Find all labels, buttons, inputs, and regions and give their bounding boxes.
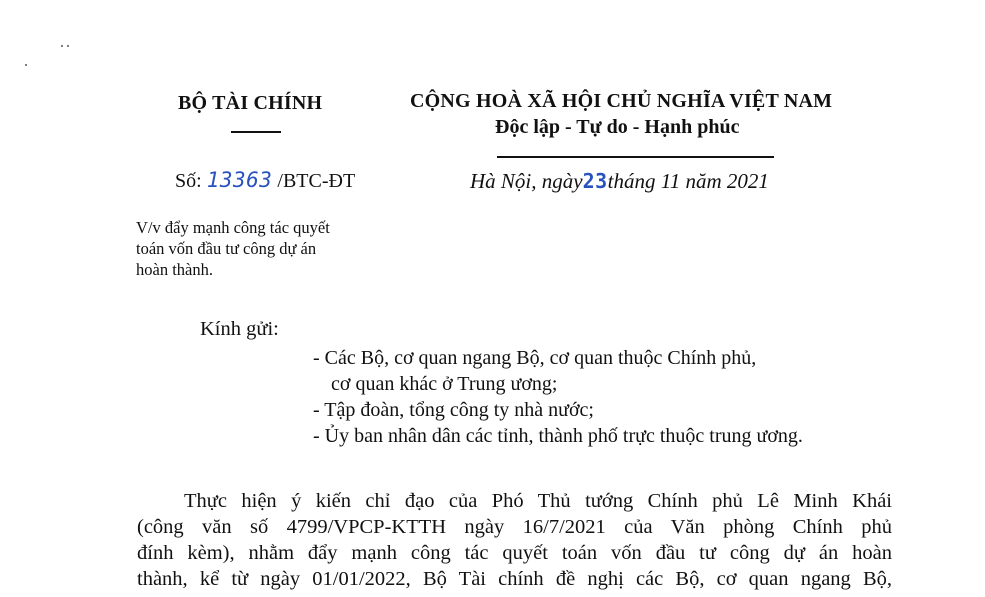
recipient-item-continuation: cơ quan khác ở Trung ương; — [331, 373, 558, 395]
motto-underline — [497, 156, 774, 158]
place-date — [470, 169, 769, 194]
ministry-underline — [231, 131, 281, 133]
scan-speck — [61, 45, 63, 47]
document-number-handwritten: 13363 — [206, 168, 273, 192]
document-number — [175, 168, 355, 193]
date-day-handwritten: 23 — [582, 169, 608, 193]
recipient-item: - Tập đoàn, tổng công ty nhà nước; — [313, 399, 594, 421]
recipient-item: - Các Bộ, cơ quan ngang Bộ, cơ quan thuộc Chính phủ, — [313, 347, 757, 369]
recipient-item: - Ủy ban nhân dân các tỉnh, thành phố trực thuộc trung ương. — [313, 425, 803, 447]
document-number-suffix: /BTC-ĐT — [272, 170, 356, 192]
greeting: Kính gửi: — [200, 318, 279, 340]
scan-speck — [25, 64, 27, 66]
document-number-prefix: Số: — [175, 170, 207, 192]
body-line: (công văn số 4799/VPCP-KTTH ngày 16/7/2021 của Văn phòng Chính phủ — [137, 516, 892, 538]
national-title: CỘNG HOÀ XÃ HỘI CHỦ NGHĨA VIỆT NAM — [410, 90, 833, 112]
date-before-day: Hà Nội, ngày — [470, 169, 583, 193]
recipient-list — [313, 345, 803, 449]
body-line: thành, kể từ ngày 01/01/2022, Bộ Tài chính đề nghị các Bộ, cơ quan ngang Bộ, — [137, 568, 892, 590]
subject-block — [136, 217, 386, 280]
subject-line: toán vốn đầu tư công dự án — [136, 239, 317, 258]
date-after-day: tháng 11 năm 2021 — [607, 169, 769, 193]
issuing-ministry: BỘ TÀI CHÍNH — [178, 92, 323, 114]
subject-line: V/v đẩy mạnh công tác quyết — [136, 218, 330, 237]
national-motto: Độc lập - Tự do - Hạnh phúc — [495, 116, 740, 138]
body-line: Thực hiện ý kiến chỉ đạo của Phó Thủ tướng Chính phủ Lê Minh Khái — [184, 490, 892, 512]
body-paragraph — [137, 488, 892, 592]
subject-line: hoàn thành. — [136, 260, 213, 279]
scan-speck — [67, 45, 69, 47]
body-line: đính kèm), nhằm đẩy mạnh công tác quyết toán vốn đầu tư công dự án hoàn — [137, 542, 892, 564]
